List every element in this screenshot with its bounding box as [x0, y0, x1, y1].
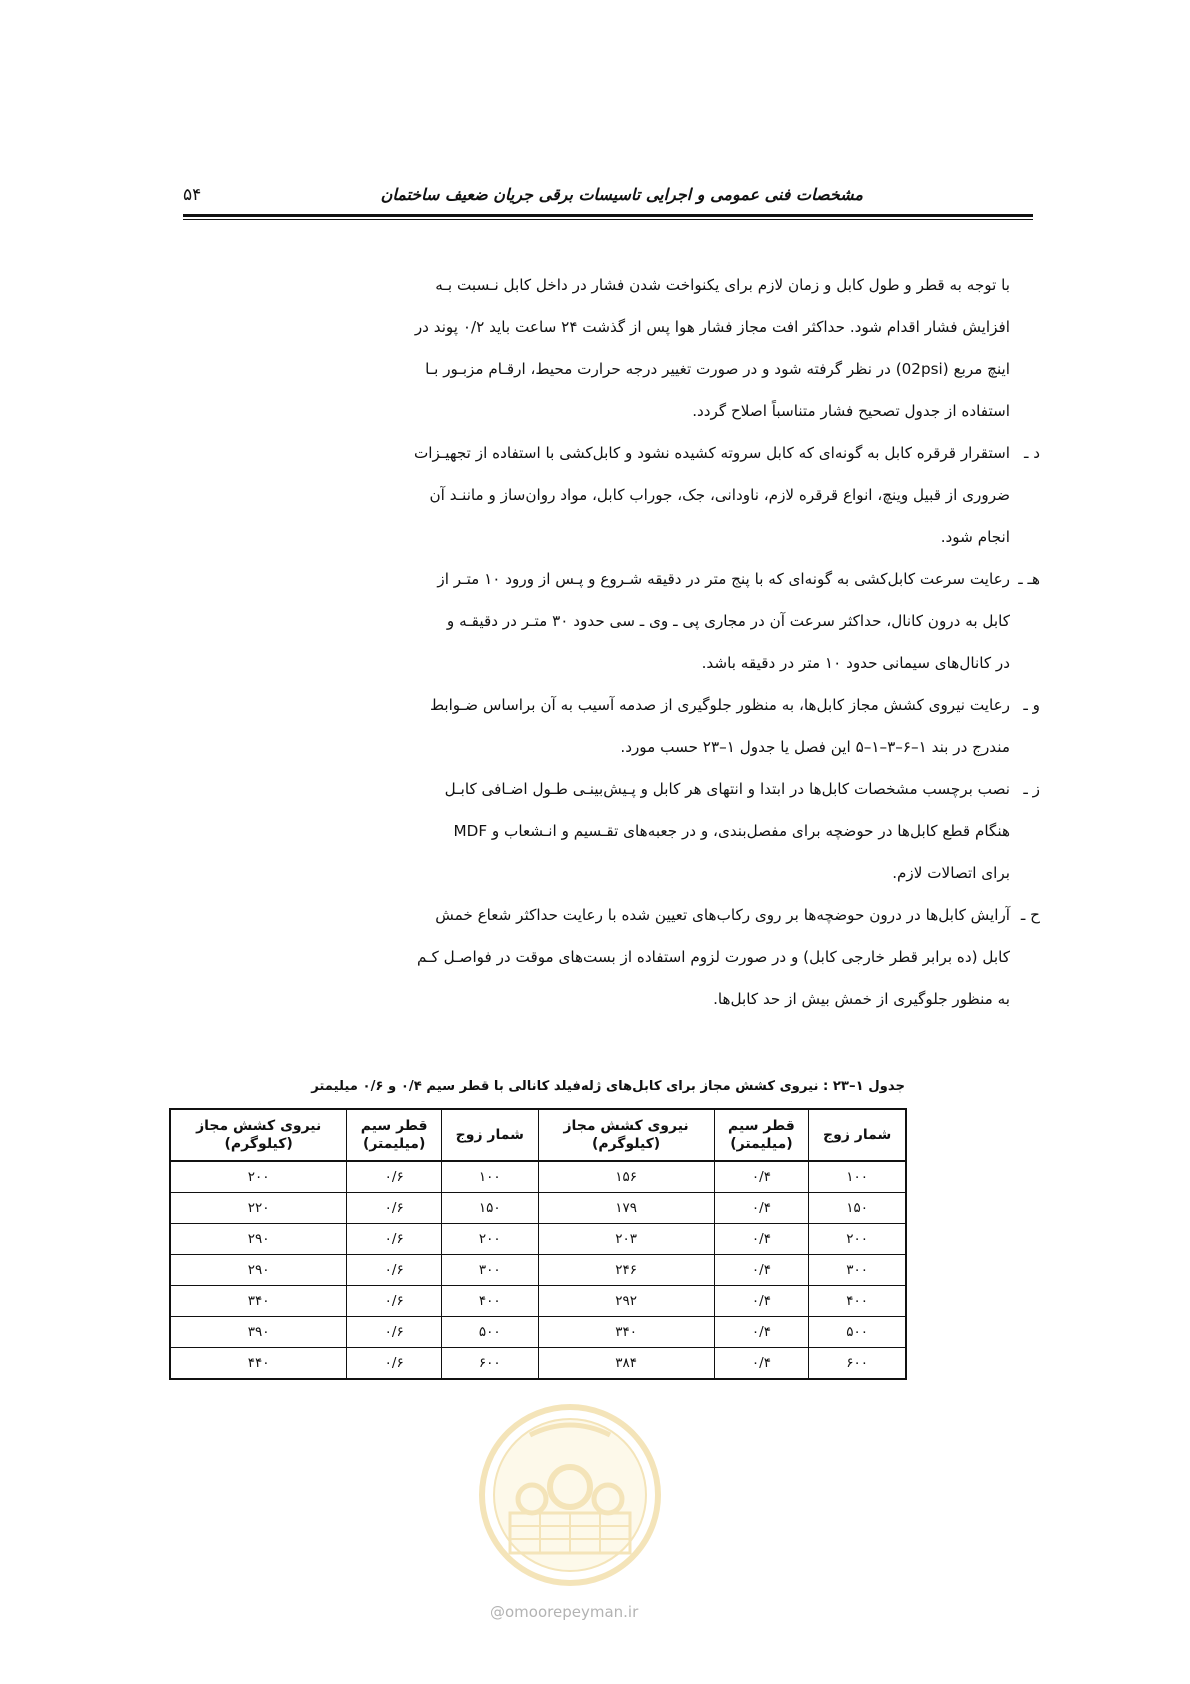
item-label: و ـ [1023, 696, 1040, 714]
text-line: نصب برچسب مشخصات کابل‌ها در ابتدا و انتهای هر کابل و پـیش‌بینـی طـول اضـافی کابـل [444, 780, 1010, 798]
table-cell: ۱۵۶ [538, 1161, 714, 1193]
page-number: ۵۴ [183, 185, 202, 205]
table-cell: ۳۴۰ [538, 1317, 714, 1348]
watermark-site: omoorepeyman.ir [505, 1603, 639, 1621]
text-line: رعایت نیروی کشش مجاز کابل‌ها، به منظور جلوگیری از صدمه آسیب به آن براساس ضـوابط [429, 696, 1010, 714]
table-cell: ۵۰۰ [442, 1317, 539, 1348]
table-row [170, 1161, 906, 1193]
text-line: مندرج در بند ۱–۶–۳–۱–۵ این فصل یا جدول ۱–۲۳ حسب مورد. [620, 738, 1010, 756]
table-cell: ۳۰۰ [442, 1255, 539, 1286]
header-rule-thick [183, 214, 1033, 217]
table-cell: ۲۰۳ [538, 1224, 714, 1255]
header-line: (میلیمتر) [362, 1136, 426, 1152]
header-line: شمار زوج [455, 1127, 524, 1143]
list-item [170, 894, 1040, 1020]
table-cell: ۱۵۰ [809, 1193, 906, 1224]
text-line: در کانال‌های سیمانی حدود ۱۰ متر در دقیقه باشد. [701, 654, 1010, 672]
table-cell: ۰/۴ [714, 1161, 809, 1193]
text-line: اینچ مربع (02psi) در نظر گرفته شود و در صورت تغییر درجه حرارت محیط، ارقـام مزبـور بـا [425, 360, 1010, 378]
table-cell: ۲۰۰ [170, 1161, 347, 1193]
table-cell: ۵۰۰ [809, 1317, 906, 1348]
text-line: رعایت سرعت کابل‌کشی به گونه‌ای که با پنج متر در دقیقه شـروع و پـس از ورود ۱۰ متـر از [437, 570, 1010, 588]
list-item [170, 432, 1040, 558]
item-label: هـ ـ [1018, 570, 1040, 588]
table-cell: ۲۹۲ [538, 1286, 714, 1317]
table-cell: ۶۰۰ [809, 1348, 906, 1380]
table-cell: ۳۸۴ [538, 1348, 714, 1380]
column-header [714, 1109, 809, 1161]
table-row [170, 1286, 906, 1317]
table-cell: ۲۹۰ [170, 1224, 347, 1255]
page-header [183, 185, 1033, 215]
table-cell: ۱۵۰ [442, 1193, 539, 1224]
text-line: افزایش فشار اقدام شود. حداکثر افت مجاز فشار هوا پس از گذشت ۲۴ ساعت باید ۰/۲ پوند در [414, 318, 1010, 336]
table-cell: ۲۹۰ [170, 1255, 347, 1286]
list-item [170, 558, 1040, 684]
header-line: (کیلوگرم) [224, 1136, 293, 1152]
text-line: استفاده از جدول تصحیح فشار متناسباً اصلاح گردد. [692, 402, 1010, 420]
header-line: نیروی کشش مجاز [196, 1118, 322, 1134]
list-item [170, 684, 1040, 768]
table-cell: ۳۴۰ [170, 1286, 347, 1317]
text-line: آرایش کابل‌ها در درون حوضچه‌ها بر روی رکاب‌های تعیین شده با رعایت حداکثر شعاع خمش [435, 906, 1010, 924]
table-row [170, 1255, 906, 1286]
table-row [170, 1317, 906, 1348]
header-line: قطر سیم [728, 1118, 795, 1134]
table-cell: ۰/۶ [347, 1317, 442, 1348]
table-cell: ۲۲۰ [170, 1193, 347, 1224]
header-line: (میلیمتر) [730, 1136, 793, 1152]
table-cell: ۰/۶ [347, 1193, 442, 1224]
table-cell: ۳۰۰ [809, 1255, 906, 1286]
item-label: ز ـ [1023, 780, 1040, 798]
item-label: ح ـ [1020, 906, 1040, 924]
table-caption: جدول ۱–۲۳ : نیروی کشش مجاز برای کابل‌های ژله‌فیلد کانالی با قطر سیم ۰/۴ و ۰/۶ میلیمتر [311, 1079, 905, 1094]
table-cell: ۲۰۰ [809, 1224, 906, 1255]
header-line: قطر سیم [360, 1118, 428, 1134]
table-row [170, 1224, 906, 1255]
table-cell: ۴۰۰ [442, 1286, 539, 1317]
table-cell: ۱۰۰ [809, 1161, 906, 1193]
tension-table [169, 1108, 907, 1380]
header-line: (کیلوگرم) [591, 1136, 661, 1152]
table-cell: ۰/۴ [714, 1286, 809, 1317]
header-line: شمار زوج [823, 1127, 892, 1143]
watermark-logo-icon [470, 1395, 670, 1595]
table-row [170, 1348, 906, 1380]
text-line: کابل به درون کانال، حداکثر سرعت آن در مجاری پی ـ وی ـ سی حدود ۳۰ متـر در دقیقـه و [446, 612, 1010, 630]
text-line: برای اتصالات لازم. [892, 864, 1010, 882]
table-cell: ۰/۴ [714, 1193, 809, 1224]
text-line: ضروری از قبیل وینچ، انواع قرقره لازم، ناودانی، جک، جوراب کابل، مواد روان‌ساز و ماننـد آن [429, 486, 1010, 504]
table-cell: ۴۰۰ [809, 1286, 906, 1317]
table-cell: ۱۷۹ [538, 1193, 714, 1224]
table-cell: ۰/۴ [714, 1255, 809, 1286]
table-cell: ۰/۶ [347, 1224, 442, 1255]
table-row [170, 1193, 906, 1224]
table-cell: ۴۴۰ [170, 1348, 347, 1380]
table-cell: ۶۰۰ [442, 1348, 539, 1380]
text-line: استقرار قرقره کابل به گونه‌ای که کابل سروته کشیده نشود و کابل‌کشی با استفاده از تجهیـزات [413, 444, 1010, 462]
column-header [170, 1109, 347, 1161]
table-cell: ۳۹۰ [170, 1317, 347, 1348]
running-title: مشخصات فنی عمومی و اجرایی تاسیسات برقی جریان ضعیف ساختمان [380, 185, 863, 204]
text-line: کابل (ده برابر قطر خارجی کابل) و در صورت لزوم استفاده از بست‌های موقت در فواصـل کـم [416, 948, 1010, 966]
item-label: د ـ [1023, 444, 1040, 462]
watermark-url: @omoorepeyman.ir [490, 1603, 639, 1621]
table-cell: ۰/۶ [347, 1348, 442, 1380]
text-line: با توجه به قطر و طول کابل و زمان لازم برای یکنواخت شدن فشار در داخل کابل نـسبت بـه [435, 276, 1010, 294]
table-cell: ۰/۴ [714, 1317, 809, 1348]
table-cell: ۰/۴ [714, 1348, 809, 1380]
table-cell: ۱۰۰ [442, 1161, 539, 1193]
table-cell: ۰/۴ [714, 1224, 809, 1255]
table-cell: ۰/۶ [347, 1255, 442, 1286]
column-header [347, 1109, 442, 1161]
list-item [170, 768, 1040, 894]
table-cell: ۰/۶ [347, 1286, 442, 1317]
column-header [538, 1109, 714, 1161]
table-cell: ۲۰۰ [442, 1224, 539, 1255]
text-line: هنگام قطع کابل‌ها در حوضچه برای مفصل‌بندی، و در جعبه‌های تقـسیم و انـشعاب و MDF [453, 822, 1010, 840]
text-line: انجام شود. [940, 528, 1010, 546]
text-line: به منظور جلوگیری از خمش بیش از حد کابل‌ها. [713, 990, 1010, 1008]
header-line: نیروی کشش مجاز [563, 1118, 689, 1134]
table-cell: ۲۴۶ [538, 1255, 714, 1286]
header-rule-thin [183, 219, 1033, 220]
column-header [809, 1109, 906, 1161]
intro-paragraph [170, 264, 1040, 432]
table-header-row [170, 1109, 906, 1161]
body-text [170, 264, 1040, 1020]
column-header [442, 1109, 539, 1161]
table-cell: ۰/۶ [347, 1161, 442, 1193]
